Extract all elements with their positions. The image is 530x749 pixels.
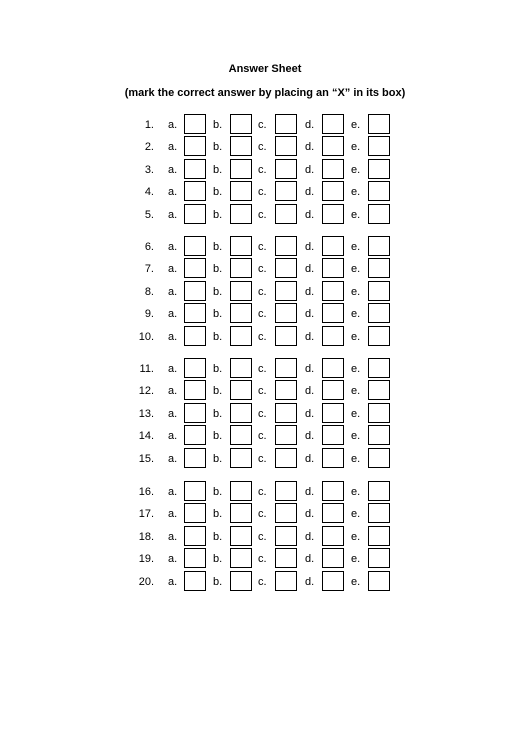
question-number: 9.: [144, 308, 154, 320]
question-row: [0, 380, 530, 402]
option-label: d.: [305, 209, 315, 221]
option-label: c.: [258, 486, 267, 498]
answer-checkbox[interactable]: [184, 114, 206, 134]
option-label: c.: [258, 186, 267, 198]
option-label: e.: [351, 308, 361, 320]
answer-checkbox[interactable]: [230, 448, 252, 468]
answer-checkbox[interactable]: [184, 159, 206, 179]
answer-checkbox[interactable]: [184, 181, 206, 201]
option-label: b.: [213, 508, 223, 520]
option-label: b.: [213, 263, 223, 275]
option-label: a.: [168, 241, 178, 253]
option-label: c.: [258, 119, 267, 131]
option-label: a.: [168, 119, 178, 131]
answer-checkbox[interactable]: [230, 548, 252, 568]
option-label: e.: [351, 576, 361, 588]
option-label: a.: [168, 331, 178, 343]
option-label: c.: [258, 531, 267, 543]
answer-checkbox[interactable]: [230, 425, 252, 445]
sheet-instructions: (mark the correct answer by placing an “X” in its box): [124, 87, 406, 99]
answer-checkbox[interactable]: [368, 236, 390, 256]
answer-checkbox[interactable]: [275, 571, 297, 591]
answer-checkbox[interactable]: [230, 136, 252, 156]
answer-checkbox[interactable]: [322, 281, 344, 301]
option-label: e.: [351, 385, 361, 397]
answer-checkbox[interactable]: [275, 425, 297, 445]
option-label: e.: [351, 553, 361, 565]
option-label: e.: [351, 430, 361, 442]
option-label: d.: [305, 508, 315, 520]
answer-checkbox[interactable]: [184, 526, 206, 546]
option-label: c.: [258, 209, 267, 221]
answer-checkbox[interactable]: [368, 181, 390, 201]
option-label: b.: [213, 186, 223, 198]
question-number: 6.: [144, 241, 154, 253]
option-label: a.: [168, 453, 178, 465]
option-label: c.: [258, 363, 267, 375]
answer-checkbox[interactable]: [322, 425, 344, 445]
option-label: d.: [305, 331, 315, 343]
answer-checkbox[interactable]: [184, 326, 206, 346]
option-label: b.: [213, 141, 223, 153]
option-label: c.: [258, 331, 267, 343]
answer-checkbox[interactable]: [184, 303, 206, 323]
question-row: [0, 303, 530, 325]
question-number: 3.: [144, 164, 154, 176]
option-label: c.: [258, 385, 267, 397]
option-label: e.: [351, 363, 361, 375]
answer-checkbox[interactable]: [275, 136, 297, 156]
answer-checkbox[interactable]: [230, 258, 252, 278]
option-label: d.: [305, 286, 315, 298]
question-row: [0, 526, 530, 548]
question-row: [0, 258, 530, 280]
option-label: b.: [213, 119, 223, 131]
answer-checkbox[interactable]: [275, 448, 297, 468]
question-row: [0, 236, 530, 258]
answer-checkbox[interactable]: [322, 258, 344, 278]
option-label: d.: [305, 385, 315, 397]
option-label: d.: [305, 363, 315, 375]
answer-checkbox[interactable]: [184, 503, 206, 523]
option-label: e.: [351, 263, 361, 275]
question-number: 17.: [138, 508, 154, 520]
answer-checkbox[interactable]: [184, 425, 206, 445]
option-label: d.: [305, 186, 315, 198]
answer-checkbox[interactable]: [184, 571, 206, 591]
answer-checkbox[interactable]: [322, 481, 344, 501]
question-number: 11.: [139, 363, 154, 375]
option-label: e.: [351, 164, 361, 176]
answer-checkbox[interactable]: [275, 481, 297, 501]
question-number: 16.: [138, 486, 154, 498]
option-label: a.: [168, 363, 178, 375]
answer-checkbox[interactable]: [275, 236, 297, 256]
option-label: e.: [351, 531, 361, 543]
question-number: 2.: [144, 141, 154, 153]
answer-checkbox[interactable]: [230, 403, 252, 423]
option-label: b.: [213, 308, 223, 320]
question-number: 14.: [138, 430, 154, 442]
question-row: [0, 204, 530, 226]
option-label: d.: [305, 531, 315, 543]
question-row: [0, 548, 530, 570]
answer-checkbox[interactable]: [275, 181, 297, 201]
answer-checkbox[interactable]: [368, 136, 390, 156]
option-label: d.: [305, 263, 315, 275]
answer-checkbox[interactable]: [368, 448, 390, 468]
option-label: a.: [168, 141, 178, 153]
answer-checkbox[interactable]: [184, 380, 206, 400]
answer-checkbox[interactable]: [368, 503, 390, 523]
answer-checkbox[interactable]: [322, 503, 344, 523]
option-label: d.: [305, 408, 315, 420]
sheet-title: Answer Sheet: [228, 63, 302, 75]
answer-checkbox[interactable]: [275, 326, 297, 346]
option-label: c.: [258, 576, 267, 588]
answer-checkbox[interactable]: [322, 236, 344, 256]
option-label: a.: [168, 286, 178, 298]
option-label: d.: [305, 430, 315, 442]
question-number: 15.: [138, 453, 154, 465]
answer-checkbox[interactable]: [230, 303, 252, 323]
option-label: a.: [168, 164, 178, 176]
option-label: a.: [168, 486, 178, 498]
option-label: b.: [213, 385, 223, 397]
answer-checkbox[interactable]: [322, 548, 344, 568]
answer-checkbox[interactable]: [368, 114, 390, 134]
answer-checkbox[interactable]: [230, 503, 252, 523]
answer-checkbox[interactable]: [230, 571, 252, 591]
answer-checkbox[interactable]: [368, 303, 390, 323]
answer-checkbox[interactable]: [184, 548, 206, 568]
answer-checkbox[interactable]: [368, 571, 390, 591]
answer-checkbox[interactable]: [322, 448, 344, 468]
question-row: [0, 114, 530, 136]
question-row: [0, 503, 530, 525]
option-label: a.: [168, 186, 178, 198]
answer-checkbox[interactable]: [230, 204, 252, 224]
question-number: 20.: [138, 576, 154, 588]
answer-checkbox[interactable]: [322, 136, 344, 156]
question-row: [0, 425, 530, 447]
option-label: a.: [168, 553, 178, 565]
answer-checkbox[interactable]: [230, 526, 252, 546]
option-label: c.: [258, 430, 267, 442]
answer-checkbox[interactable]: [368, 358, 390, 378]
option-label: b.: [213, 331, 223, 343]
answer-checkbox[interactable]: [322, 303, 344, 323]
option-label: c.: [258, 408, 267, 420]
question-number: 8.: [144, 286, 154, 298]
option-label: d.: [305, 164, 315, 176]
answer-checkbox[interactable]: [230, 481, 252, 501]
option-label: d.: [305, 553, 315, 565]
answer-checkbox[interactable]: [368, 380, 390, 400]
answer-checkbox[interactable]: [275, 403, 297, 423]
answer-checkbox[interactable]: [230, 181, 252, 201]
answer-checkbox[interactable]: [368, 526, 390, 546]
answer-checkbox[interactable]: [368, 548, 390, 568]
question-number: 18.: [138, 531, 154, 543]
question-row: [0, 281, 530, 303]
option-label: b.: [213, 164, 223, 176]
option-label: b.: [213, 209, 223, 221]
answer-checkbox[interactable]: [368, 258, 390, 278]
option-label: d.: [305, 241, 315, 253]
option-label: c.: [258, 508, 267, 520]
answer-checkbox[interactable]: [275, 114, 297, 134]
option-label: d.: [305, 141, 315, 153]
answer-checkbox[interactable]: [230, 380, 252, 400]
option-label: b.: [213, 408, 223, 420]
answer-checkbox[interactable]: [230, 358, 252, 378]
question-number: 12.: [138, 385, 154, 397]
answer-checkbox[interactable]: [184, 204, 206, 224]
answer-checkbox[interactable]: [322, 571, 344, 591]
option-label: a.: [168, 576, 178, 588]
option-label: b.: [213, 363, 223, 375]
answer-checkbox[interactable]: [275, 526, 297, 546]
question-number: 5.: [144, 209, 154, 221]
question-row: [0, 481, 530, 503]
option-label: d.: [305, 576, 315, 588]
option-label: e.: [351, 141, 361, 153]
option-label: e.: [351, 408, 361, 420]
answer-checkbox[interactable]: [322, 326, 344, 346]
answer-checkbox[interactable]: [368, 425, 390, 445]
option-label: c.: [258, 141, 267, 153]
answer-checkbox[interactable]: [184, 403, 206, 423]
option-label: a.: [168, 408, 178, 420]
answer-checkbox[interactable]: [322, 358, 344, 378]
option-label: d.: [305, 486, 315, 498]
answer-checkbox[interactable]: [322, 114, 344, 134]
option-label: a.: [168, 385, 178, 397]
option-label: e.: [351, 286, 361, 298]
answer-checkbox[interactable]: [368, 204, 390, 224]
option-label: c.: [258, 263, 267, 275]
option-label: e.: [351, 508, 361, 520]
question-row: [0, 358, 530, 380]
answer-checkbox[interactable]: [230, 281, 252, 301]
answer-checkbox[interactable]: [275, 258, 297, 278]
answer-checkbox[interactable]: [184, 258, 206, 278]
option-label: c.: [258, 241, 267, 253]
answer-checkbox[interactable]: [230, 114, 252, 134]
question-row: [0, 448, 530, 470]
answer-checkbox[interactable]: [275, 380, 297, 400]
option-label: b.: [213, 486, 223, 498]
option-label: d.: [305, 308, 315, 320]
answer-checkbox[interactable]: [230, 159, 252, 179]
answer-checkbox[interactable]: [368, 281, 390, 301]
option-label: b.: [213, 430, 223, 442]
option-label: e.: [351, 331, 361, 343]
question-number: 1.: [144, 119, 154, 131]
option-label: c.: [258, 164, 267, 176]
answer-checkbox[interactable]: [368, 326, 390, 346]
answer-checkbox[interactable]: [275, 548, 297, 568]
question-number: 19.: [138, 553, 154, 565]
answer-checkbox[interactable]: [275, 281, 297, 301]
option-label: b.: [213, 576, 223, 588]
option-label: c.: [258, 308, 267, 320]
question-row: [0, 181, 530, 203]
answer-checkbox[interactable]: [275, 159, 297, 179]
question-row: [0, 326, 530, 348]
option-label: a.: [168, 263, 178, 275]
answer-checkbox[interactable]: [184, 481, 206, 501]
option-label: c.: [258, 453, 267, 465]
answer-checkbox[interactable]: [184, 281, 206, 301]
answer-checkbox[interactable]: [322, 181, 344, 201]
option-label: d.: [305, 453, 315, 465]
answer-checkbox[interactable]: [275, 303, 297, 323]
answer-checkbox[interactable]: [184, 236, 206, 256]
answer-checkbox[interactable]: [322, 403, 344, 423]
answer-checkbox[interactable]: [275, 204, 297, 224]
option-label: b.: [213, 241, 223, 253]
question-number: 13.: [138, 408, 154, 420]
option-label: c.: [258, 553, 267, 565]
answer-checkbox[interactable]: [184, 358, 206, 378]
option-label: a.: [168, 209, 178, 221]
option-label: d.: [305, 119, 315, 131]
answer-checkbox[interactable]: [275, 358, 297, 378]
option-label: a.: [168, 531, 178, 543]
answer-checkbox[interactable]: [230, 236, 252, 256]
answer-checkbox[interactable]: [322, 380, 344, 400]
answer-checkbox[interactable]: [368, 403, 390, 423]
answer-checkbox[interactable]: [230, 326, 252, 346]
question-number: 7.: [144, 263, 154, 275]
question-row: [0, 159, 530, 181]
answer-checkbox[interactable]: [184, 448, 206, 468]
option-label: a.: [168, 430, 178, 442]
option-label: e.: [351, 241, 361, 253]
option-label: e.: [351, 209, 361, 221]
answer-checkbox[interactable]: [322, 159, 344, 179]
answer-checkbox[interactable]: [368, 159, 390, 179]
answer-checkbox[interactable]: [184, 136, 206, 156]
question-row: [0, 571, 530, 593]
option-label: e.: [351, 486, 361, 498]
answer-checkbox[interactable]: [275, 503, 297, 523]
option-label: e.: [351, 186, 361, 198]
option-label: a.: [168, 508, 178, 520]
option-label: b.: [213, 531, 223, 543]
option-label: b.: [213, 553, 223, 565]
option-label: e.: [351, 119, 361, 131]
option-label: a.: [168, 308, 178, 320]
question-number: 10.: [138, 331, 154, 343]
question-number: 4.: [144, 186, 154, 198]
option-label: b.: [213, 286, 223, 298]
option-label: c.: [258, 286, 267, 298]
answer-checkbox[interactable]: [322, 526, 344, 546]
answer-checkbox[interactable]: [368, 481, 390, 501]
question-row: [0, 403, 530, 425]
option-label: e.: [351, 453, 361, 465]
answer-checkbox[interactable]: [322, 204, 344, 224]
question-row: [0, 136, 530, 158]
option-label: b.: [213, 453, 223, 465]
